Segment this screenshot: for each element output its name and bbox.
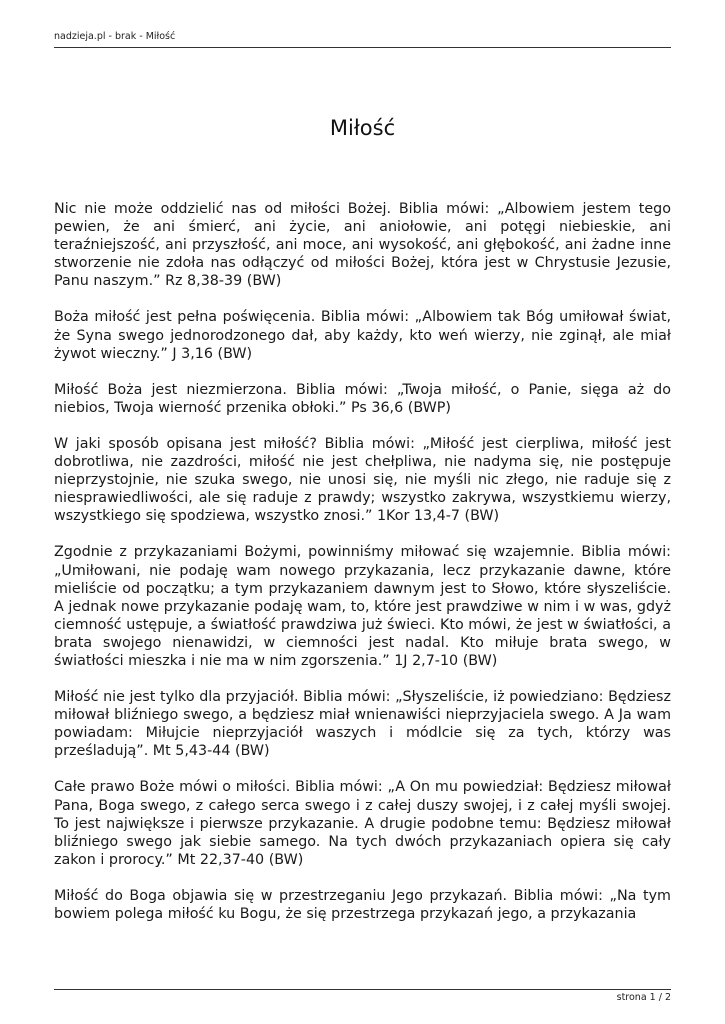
paragraph: Miłość nie jest tylko dla przyjaciół. Biblia mówi: „Słyszeliście, iż powiedziano: Będziesz miłował bliźniego swego, a będziesz miał wnienawiści nieprzyjaciela swego. A Ja wam powiadam: Miłujcie nieprzyjaciół waszych i módlcie się za tych, którzy was prześladują”. Mt 5,43-44 (BW) [54,689,671,760]
page-header [54,31,671,48]
page-footer [54,989,671,1003]
paragraph: Miłość Boża jest niezmierzona. Biblia mówi: „Twoja miłość, o Panie, sięga aż do niebios, Twoja wierność przenika obłoki.” Ps 36,6 (BWP) [54,381,671,416]
paragraph: Zgodnie z przykazaniami Bożymi, powinniśmy miłować się wzajemnie. Biblia mówi: „Umiłowani, nie podaję wam nowego przykazania, lecz przykazanie dawne, które mieliście od początku; a tym przykazaniem dawnym jest to Słowo, które słyszeliście. A jednak nowe przykazanie podaję wam, to, które jest prawdziwe w nim i w was, gdyż ciemność ustępuje, a światłość prawdziwa już świeci. Kto mówi, że jest w światłości, a brata swojego nienawidzi, w ciemności jest nadal. Kto miłuje brata swego, w światłości mieszka i nie ma w nim zgorszenia.” 1J 2,7-10 (BW) [54,544,671,669]
paragraph: W jaki sposób opisana jest miłość? Biblia mówi: „Miłość jest cierpliwa, miłość jest dobrotliwa, nie zazdrości, miłość nie jest chełpliwa, nie nadyma się, nie postępuje nieprzystojnie, nie szuka swego, nie unosi się, nie myśli nic złego, nie raduje się z niesprawiedliwości, ale się raduje z prawdy; wszystko zakrywa, wszystkiemu wierzy, wszystkiego się spodziewa, wszystko znosi.” 1Kor 13,4-7 (BW) [54,435,671,525]
paragraph: Całe prawo Boże mówi o miłości. Biblia mówi: „A On mu powiedział: Będziesz miłował Pana, Boga swego, z całego serca swego i z całej duszy swojej, i z całej myśli swojej. To jest największe i pierwsze przykazanie. A drugie podobne temu: Będziesz miłował bliźniego swego jak siebie samego. Na tych dwóch przykazaniach opiera się cały zakon i prorocy.” Mt 22,37-40 (BW) [54,779,671,868]
page-title: Miłość [329,116,396,140]
paragraph: Boża miłość jest pełna poświęcenia. Biblia mówi: „Albowiem tak Bóg umiłował świat, że Syna swego jednorodzonego dał, aby każdy, kto weń wierzy, nie zginął, ale miał żywot wieczny.” J 3,16 (BW) [54,309,671,362]
page-number: strona 1 / 2 [616,992,671,1003]
paragraph: Miłość do Boga objawia się w przestrzeganiu Jego przykazań. Biblia mówi: „Na tym bowiem polega miłość ku Bogu, że się przestrzega przykazań jego, a przykazania [54,887,671,922]
article-body [54,200,671,941]
paragraph: Nic nie może oddzielić nas od miłości Bożej. Biblia mówi: „Albowiem jestem tego pewien, że ani śmierć, ani życie, ani aniołowie, ani potęgi niebieskie, ani teraźniejszość, ani przyszłość, ani moce, ani wysokość, ani głębokość, ani żadne inne stworzenie nie zdoła nas odłączyć od miłości Bożej, która jest w Chrystusie Jezusie, Panu naszym.” Rz 8,38-39 (BW) [54,201,671,290]
header-source-text: nadzieja.pl - brak - Miłość [54,31,176,42]
